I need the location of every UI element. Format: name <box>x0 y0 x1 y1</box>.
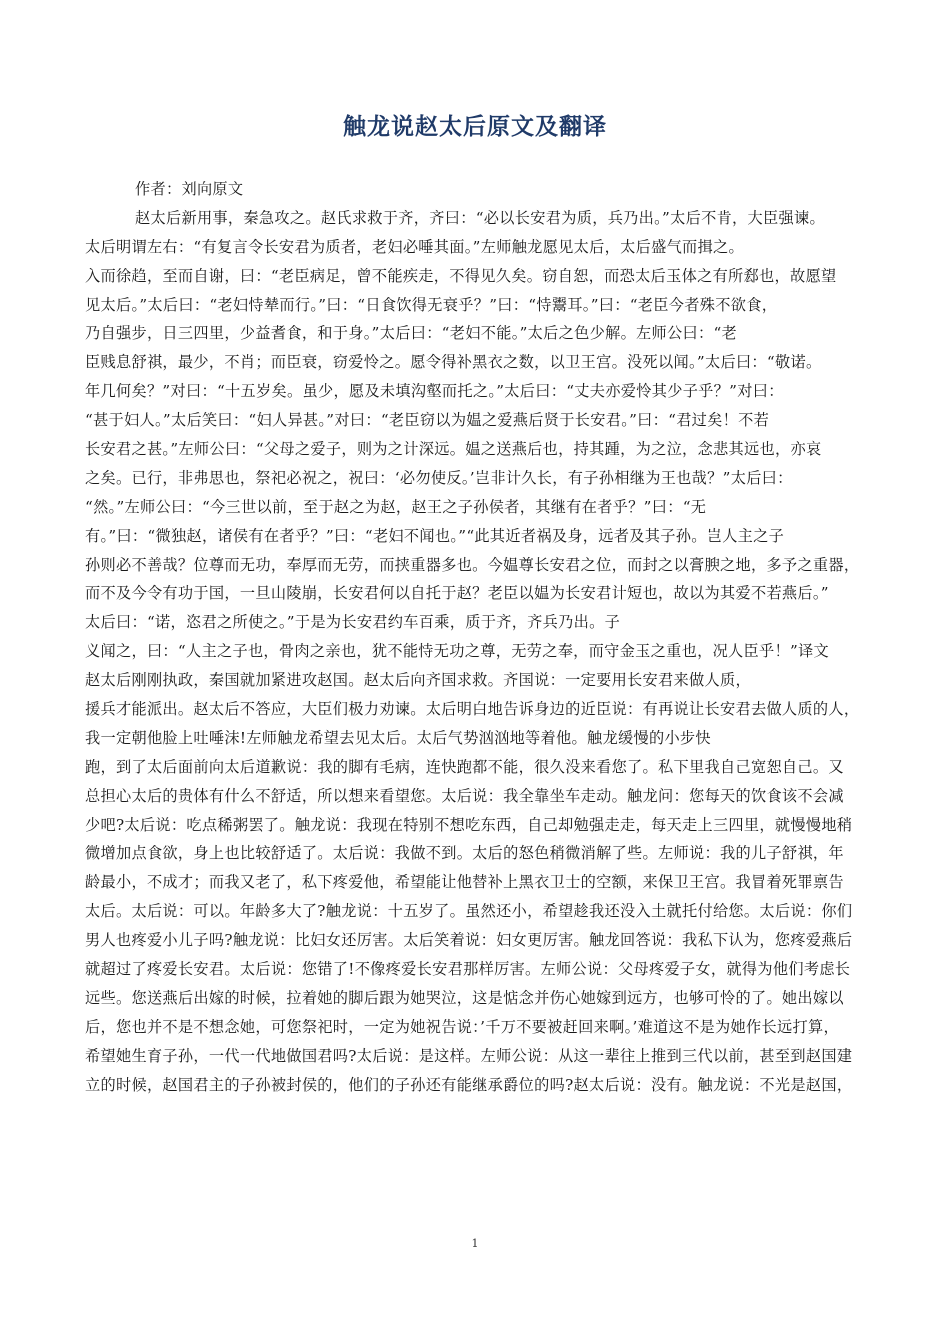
text-line: 入而徐趋，至而自谢，曰：“老臣病足，曾不能疾走，不得见久矣。窃自恕，而恐太后玉体之有所郄也，故愿望 <box>85 266 837 285</box>
text-line: 见太后。”太后曰：“老妇恃辇而行。”曰：“日食饮得无衰乎？”曰：“恃鬻耳。”曰：“老臣今者殊不欲食， <box>85 295 778 314</box>
text-line <box>85 1100 867 1129</box>
text-line: 孙则必不善哉？位尊而无功，奉厚而无劳，而挟重器多也。今媪尊长安君之位，而封之以膏腴之地，多予之重器， <box>85 555 860 574</box>
author-line: 作者：刘向原文 <box>135 180 244 198</box>
text-line: 年几何矣？”对曰：“十五岁矣。虽少，愿及未填沟壑而托之。”太后曰：“丈夫亦爱怜其少子乎？”对曰： <box>85 382 784 401</box>
text-line: 之矣。已行，非弗思也，祭祀必祝之，祝曰：‘必勿使反。’岂非计久长，有子孙相继为王也哉？”太后曰： <box>85 468 793 487</box>
text-line: 少吧?太后说：吃点稀粥罢了。触龙说：我现在特别不想吃东西，自己却勉强走走，每天走上三四里，就慢慢地稍 <box>85 815 853 834</box>
text-line: 太后明谓左右：“有复言令长安君为质者，老妇必唾其面。”左师触龙愿见太后，太后盛气而揖之。 <box>85 237 745 256</box>
text-line <box>85 1128 867 1157</box>
text-line: 太后曰：“诺，恣君之所使之。”于是为长安君约车百乘，质于齐，齐兵乃出。子 <box>85 613 621 632</box>
text-line: 男人也疼爱小儿子吗?触龙说：比妇女还厉害。太后笑着说：妇女更厉害。触龙回答说：我私下认为，您疼爱燕后 <box>85 931 853 950</box>
text-line: 远些。您送燕后出嫁的时候，拉着她的脚后跟为她哭泣，这是惦念并伤心她嫁到远方，也够可怜的了。她出嫁以 <box>85 988 844 1007</box>
text-line: “甚于妇人。”太后笑曰：“妇人异甚。”对曰：“老臣窃以为媪之爱燕后贤于长安君。”曰：“君过矣！不若 <box>85 411 770 430</box>
text-line: 而不及今令有功于国，一旦山陵崩，长安君何以自托于赵？老臣以媪为长安君计短也，故以为其爱不若燕后。” <box>85 584 829 603</box>
body-text <box>85 175 867 1186</box>
text-line: 长安君之甚。”左师公曰：“父母之爱子，则为之计深远。媪之送燕后也，持其踵，为之泣，念悲其远也，亦哀 <box>85 440 822 459</box>
text-line: 跑，到了太后面前向太后道歉说：我的脚有毛病，连快跑都不能，很久没来看您了。私下里我自己宽恕自己。又 <box>85 757 844 776</box>
text-line: 后，您也并不是不想念她，可您祭祀时，一定为她祝告说：’千万不要被赶回来啊。’难道这不是为她作长远打算， <box>85 1017 839 1036</box>
text-line: 有。”曰：“微独赵，诸侯有在者乎？”曰：“老妇不闻也。”“此其近者祸及身，远者及其子孙。岂人主之子 <box>85 526 785 545</box>
text-line: 太后。太后说：可以。年龄多大了?触龙说：十五岁了。虽然还小，希望趁我还没入土就托付给您。太后说：你们 <box>85 902 853 921</box>
text-line: 龄最小，不成才；而我又老了，私下疼爱他，希望能让他替补上黑衣卫士的空额，来保卫王宫。我冒着死罪禀告 <box>85 873 844 892</box>
text-line: 希望她生育子孙，一代一代地做国君吗?太后说：是这样。左师公说：从这一辈往上推到三代以前，甚至到赵国建 <box>85 1046 853 1065</box>
text-line: 就超过了疼爱长安君。太后说：您错了!不像疼爱长安君那样厉害。左师公说：父母疼爱子女，就得为他们考虑长 <box>85 960 851 979</box>
page-number: 1 <box>471 1237 479 1250</box>
text-line: 乃自强步，日三四里，少益耆食，和于身。”太后曰：“老妇不能。”太后之色少解。左师公曰：“老 <box>85 324 738 343</box>
text-line: 赵太后刚刚执政，秦国就加紧进攻赵国。赵太后向齐国求救。齐国说：一定要用长安君来做人质， <box>85 671 751 690</box>
text-line: 义闻之，曰：“人主之子也，骨肉之亲也，犹不能恃无功之尊，无劳之奉，而守金玉之重也，况人臣乎！”译文 <box>85 642 830 661</box>
text-line: 赵太后新用事，秦急攻之。赵氏求救于齐，齐曰：“必以长安君为质，兵乃出。”太后不肯，大臣强谏。 <box>135 208 825 227</box>
text-line: 臣贱息舒祺，最少，不肖；而臣衰，窃爱怜之。愿令得补黑衣之数，以卫王宫。没死以闻。”太后曰：“敬诺。 <box>85 353 822 372</box>
page-title: 触龙说赵太后原文及翻译 <box>343 114 607 140</box>
text-line: 我一定朝他脸上吐唾沫!左师触龙希望去见太后。太后气势汹汹地等着他。触龙缓慢的小步快 <box>85 728 711 747</box>
text-line: “然。”左师公曰：“今三世以前，至于赵之为赵，赵王之子孙侯者，其继有在者乎？”曰：“无 <box>85 497 707 516</box>
text-line: 总担心太后的贵体有什么不舒适，所以想来看望您。太后说：我全靠坐车走动。触龙问：您每天的饮食该不会减 <box>85 786 844 805</box>
text-line: 援兵才能派出。赵太后不答应，大臣们极力劝谏。太后明白地告诉身边的近臣说：有再说让长安君去做人质的人， <box>85 700 860 719</box>
text-line <box>85 1157 867 1186</box>
text-line: 立的时候，赵国君主的子孙被封侯的，他们的子孙还有能继承爵位的吗?赵太后说：没有。触龙说：不光是赵国， <box>85 1075 853 1094</box>
text-line: 微增加点食欲，身上也比较舒适了。太后说：我做不到。太后的怒色稍微消解了些。左师说：我的儿子舒祺，年 <box>85 844 844 863</box>
